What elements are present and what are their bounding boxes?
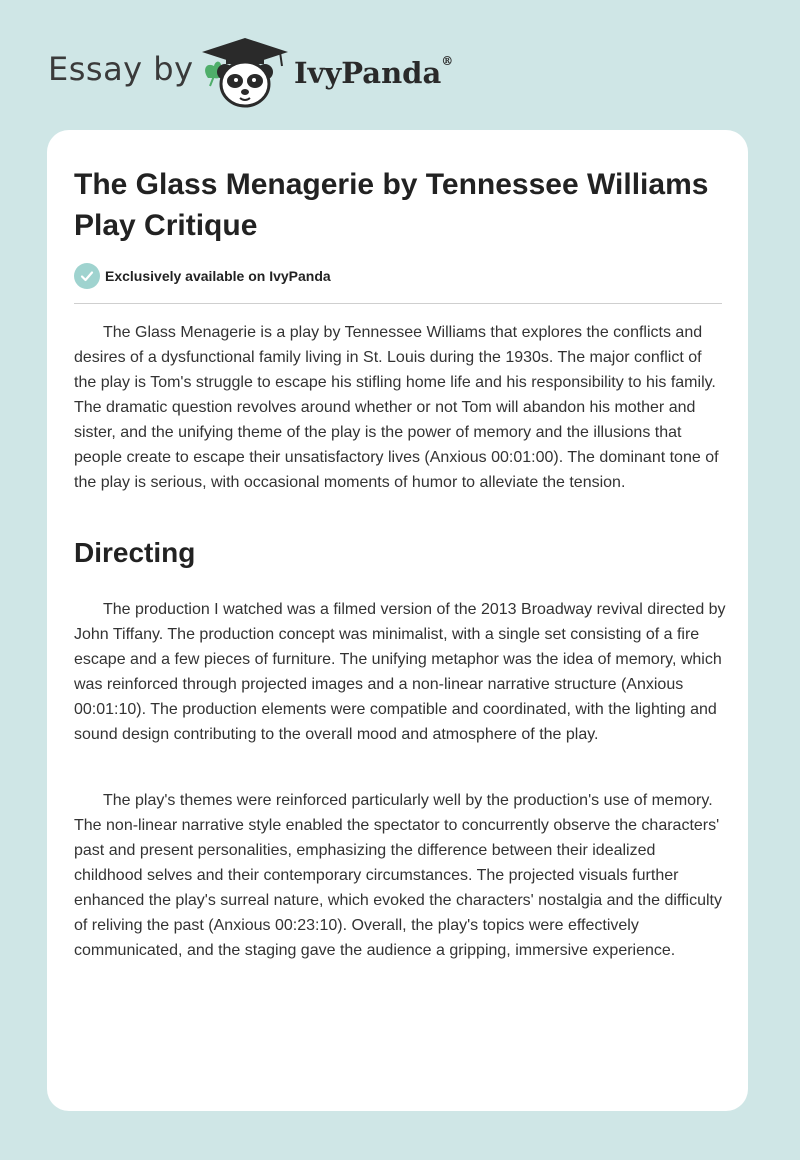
brand-logo-text[interactable] [294, 56, 453, 90]
section-heading-directing: Directing [74, 537, 196, 568]
divider [74, 303, 722, 304]
essay-title: The Glass Menagerie by Tennessee Williams Play Critique [74, 168, 709, 242]
essay-card [47, 130, 748, 1111]
essay-by-label: Essay by [48, 50, 194, 88]
check-icon [74, 263, 100, 289]
intro-paragraph: The Glass Menagerie is a play by Tennessee Williams that explores the conflicts and desires of a dysfunctional family living in St. Louis during the 1930s. The major conflict of the play is Tom's struggle to escape his stifling home life and his responsibility to his family. The dramatic question revolves around whether or not Tom will abandon his mother and sister, and the unifying theme of the play is the power of memory and the illusions that people create to escape their unsatisfactory lives (Anxious 00:01:00). The dominant tone of the play is serious, with occasional moments of humor to alleviate the tension. [74, 324, 719, 491]
directing-paragraph-1: The production I watched was a filmed version of the 2013 Broadway revival directed by John Tiffany. The production concept was minimalist, with a single set consisting of a fire escape and a few pieces of furniture. The unifying metaphor was the idea of memory, which was reinforced through projected images and a non-linear narrative structure (Anxious 00:01:10). The production elements were compatible and coordinated, with the lighting and sound design contributing to the overall mood and atmosphere of the play. [74, 601, 726, 743]
exclusive-badge [74, 263, 331, 289]
site-header [0, 0, 800, 130]
directing-paragraph-2: The play's themes were reinforced particularly well by the production's use of memory. The non-linear narrative style enabled the spectator to concurrently observe the characters' past and present personalities, emphasizing the difference between their idealized childhood selves and their contemporary circumstances. The projected visuals further enhanced the play's surreal nature, which evoked the characters' nostalgia and the difficulty of reliving the past (Anxious 00:23:10). Overall, the play's topics were effectively communicated, and the staging gave the audience a gripping, immersive experience. [74, 792, 722, 959]
panda-graduate-logo-icon[interactable] [200, 36, 290, 108]
brand-name: IvyPanda [294, 56, 442, 90]
badge-text: Exclusively available on IvyPanda [105, 268, 331, 284]
registered-mark: ® [441, 54, 454, 68]
